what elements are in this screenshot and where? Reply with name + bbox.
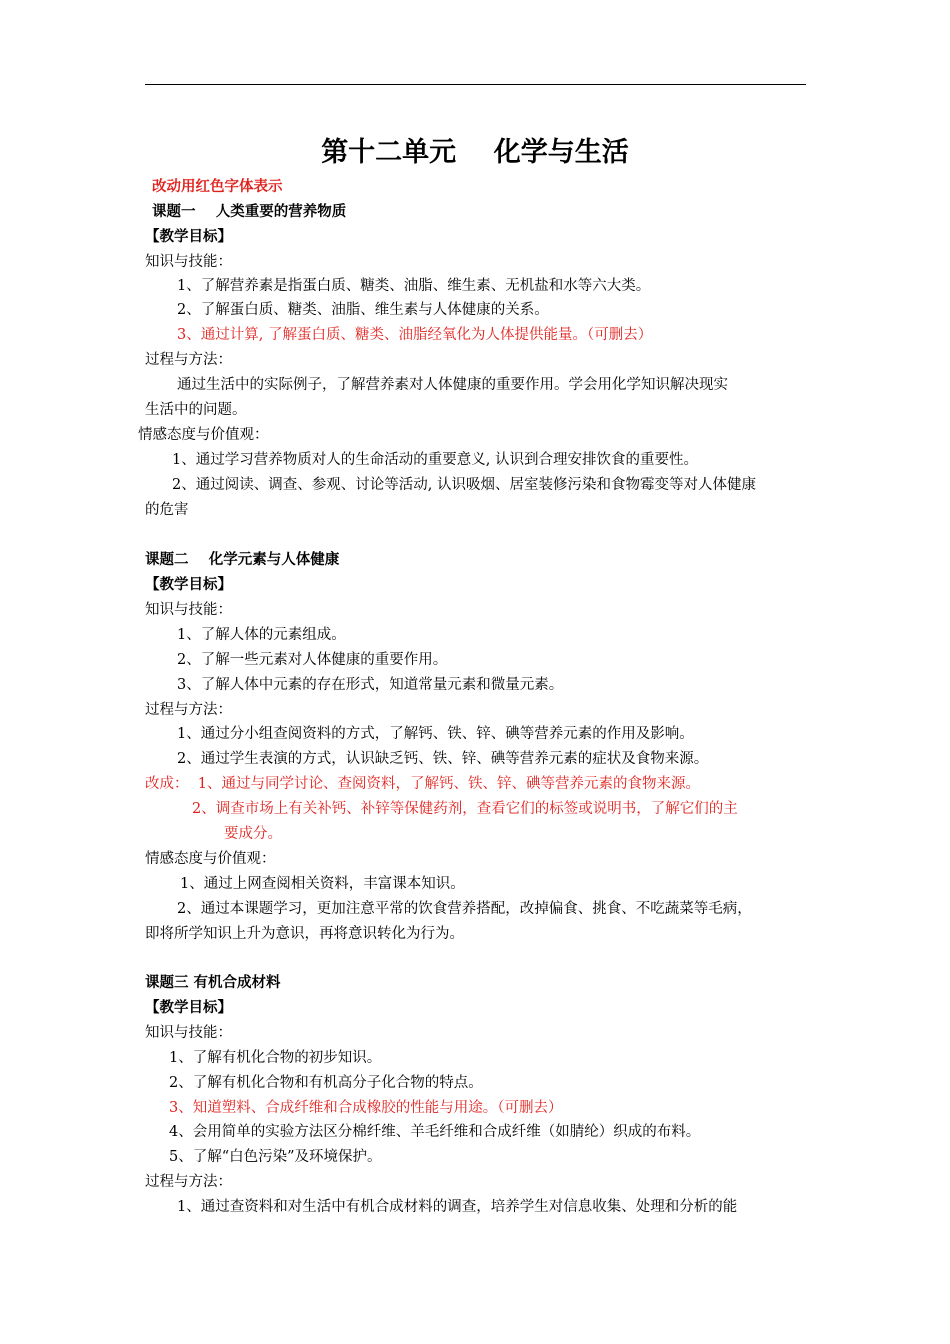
lesson2-pm-item: 2、通过学生表演的方式，认识缺乏钙、铁、锌、碘等营养元素的症状及食物来源。 — [177, 751, 709, 767]
lesson3-ks-item: 1、了解有机化合物的初步知识。 — [169, 1050, 382, 1066]
lesson1-goal: 【教学目标】 — [145, 229, 232, 245]
lesson2-ea-item: 2、通过本课题学习，更加注意平常的饮食营养搭配，改掉偏食、挑食、不吃蔬菜等毛病， — [177, 901, 752, 917]
lesson3-heading: 课题三 有机合成材料 — [145, 975, 281, 991]
lesson1-ea-label: 情感态度与价值观： — [138, 427, 269, 443]
lesson2-pm-label: 过程与方法： — [145, 702, 232, 718]
unit-title: 第十二单元 化学与生活 — [321, 137, 629, 168]
lesson3-ks-item: 5、了解“白色污染”及环境保护。 — [169, 1149, 382, 1165]
lesson3-pm-item: 1、通过查资料和对生活中有机合成材料的调查，培养学生对信息收集、处理和分析的能 — [177, 1199, 738, 1215]
lesson1-pm-line: 通过生活中的实际例子，了解营养素对人体健康的重要作用。学会用化学知识解决现实 — [177, 377, 728, 393]
lesson1-ea-item: 1、通过学习营养物质对人的生命活动的重要意义, 认识到合理安排饮食的重要性。 — [172, 452, 698, 468]
lesson2-ks-item: 1、了解人体的元素组成。 — [177, 627, 346, 643]
lesson2-ea-item-cont: 即将所学知识上升为意识，再将意识转化为行为。 — [145, 926, 464, 942]
header-rule — [145, 84, 806, 85]
lesson3-ks-item-revised: 3、知道塑料、合成纤维和合成橡胶的性能与用途。（可删去） — [169, 1100, 563, 1116]
lesson2-ea-label: 情感态度与价值观： — [145, 851, 276, 867]
lesson2-change-line: 2、调查市场上有关补钙、补锌等保健药剂，查看它们的标签或说明书，了解它们的主 — [192, 801, 738, 817]
lesson1-heading: 课题一 人类重要的营养物质 — [152, 204, 347, 220]
lesson1-ks-item: 2、了解蛋白质、糖类、油脂、维生素与人体健康的关系。 — [177, 302, 549, 318]
lesson2-change-line: 改成： 1、通过与同学讨论、查阅资料，了解钙、铁、锌、碘等营养元素的食物来源。 — [145, 776, 700, 792]
lesson2-ks-item: 3、了解人体中元素的存在形式，知道常量元素和微量元素。 — [177, 677, 564, 693]
lesson1-ks-item-revised: 3、通过计算, 了解蛋白质、糖类、油脂经氧化为人体提供能量。（可删去） — [177, 327, 653, 343]
lesson1-pm-label: 过程与方法： — [145, 352, 232, 368]
lesson1-ea-item: 2、通过阅读、调查、参观、讨论等活动, 认识吸烟、居室装修污染和食物霉变等对人体健康 — [172, 477, 756, 493]
lesson2-pm-item: 1、通过分小组查阅资料的方式，了解钙、铁、锌、碘等营养元素的作用及影响。 — [177, 726, 694, 742]
lesson3-pm-label: 过程与方法： — [145, 1174, 232, 1190]
lesson3-ks-label: 知识与技能： — [145, 1025, 232, 1041]
lesson1-pm-line: 生活中的问题。 — [145, 402, 247, 418]
lesson2-ea-item: 1、通过上网查阅相关资料，丰富课本知识。 — [180, 876, 465, 892]
lesson2-ks-label: 知识与技能： — [145, 602, 232, 618]
lesson1-ks-label: 知识与技能： — [145, 254, 232, 270]
lesson2-goal: 【教学目标】 — [145, 577, 232, 593]
lesson2-change-line-cont: 要成分。 — [224, 826, 282, 842]
lesson3-ks-item: 4、会用简单的实验方法区分棉纤维、羊毛纤维和合成纤维（如腈纶）织成的布料。 — [169, 1124, 701, 1140]
lesson1-ea-item-cont: 的危害 — [145, 502, 189, 518]
lesson3-goal: 【教学目标】 — [145, 1000, 232, 1016]
revision-note: 改动用红色字体表示 — [152, 179, 283, 195]
lesson3-ks-item: 2、了解有机化合物和有机高分子化合物的特点。 — [169, 1075, 483, 1091]
lesson2-heading: 课题二 化学元素与人体健康 — [145, 552, 340, 568]
lesson2-ks-item: 2、了解一些元素对人体健康的重要作用。 — [177, 652, 448, 668]
lesson1-ks-item: 1、了解营养素是指蛋白质、糖类、油脂、维生素、无机盐和水等六大类。 — [177, 278, 651, 294]
